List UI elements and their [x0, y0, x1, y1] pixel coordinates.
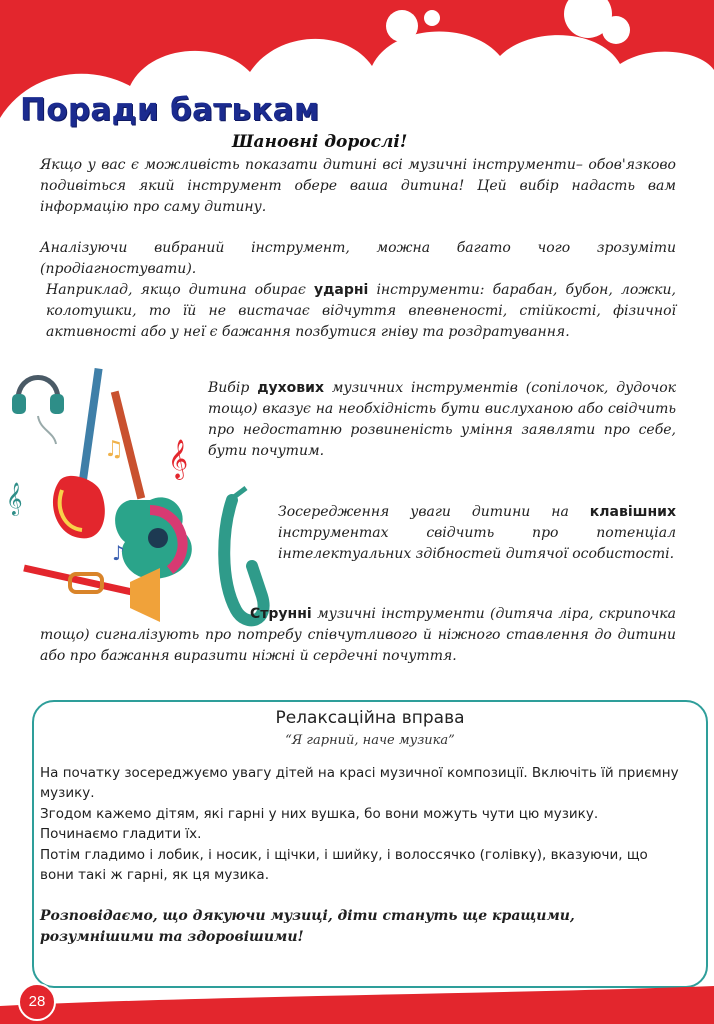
headphones-icon	[12, 378, 64, 445]
exercise-title: Релаксаційна вправа	[275, 708, 465, 728]
intro-paragraph: Якщо у вас є можливість показати дитині всі музичні інструменти– обов'язково подивіться який інструмент обере ваша дитина! Цей вибір надасть вам інформацію про саму дитину.	[40, 157, 676, 215]
exercise-paragraph-2: Згодом кажемо дітям, які гарні у них вушка, бо вони можуть чути цю музику. Починаємо гладити їх.	[40, 806, 599, 842]
strings-text-after: музичні інструменти (дитяча ліра, скрипочка тощо) сигналізують про потребу співчутливого й ніжного ставлення до дитини або про бажання виразити ніжні й сердечні почуття.	[40, 606, 676, 664]
wind-text-before: Вибір	[208, 380, 258, 396]
exercise-subtitle: “Я гарний, наче музика”	[285, 733, 455, 748]
analysis-paragraph: Аналізуючи вибраний інструмент, можна багато чого зрозуміти (продіагностувати).	[40, 240, 676, 277]
keys-text-after: інструментах свідчить про потенціал інтелектуальних здібностей дитячої особистості.	[278, 525, 676, 562]
greeting-heading: Шановні дорослі!	[232, 132, 408, 152]
music-note-icon: ♪	[112, 541, 125, 565]
electric-guitar-icon	[53, 368, 105, 538]
keys-paragraph	[278, 502, 676, 565]
treble-clef-icon: 𝄞	[6, 482, 23, 515]
exercise-paragraph-3: Потім гладимо і лобик, і носик, і щічки, і шийку, і волоссячко (голівку), вказуючи, що вони такі ж гарні, як ця музика.	[40, 847, 648, 883]
footer-red-band	[0, 984, 714, 1024]
saxophone-icon	[224, 488, 263, 620]
wind-paragraph	[208, 378, 676, 462]
music-note-icon: ♫	[104, 437, 124, 462]
percussion-text-before: Наприклад, якщо дитина обирає	[46, 282, 314, 298]
relaxation-exercise-box	[32, 700, 708, 988]
percussion-keyword: ударні	[313, 282, 369, 298]
strings-keyword: Струнні	[250, 606, 312, 622]
keys-keyword: клавішних	[589, 504, 676, 520]
percussion-paragraph	[46, 280, 676, 343]
keys-text-before: Зосередження уваги дитини на	[278, 504, 590, 520]
strings-paragraph	[40, 604, 676, 667]
wind-keyword: духових	[257, 380, 324, 396]
page-title: Поради батькам	[20, 92, 320, 128]
wind-text-after: музичних інструментів (сопілочок, дудочок тощо) вказує на необхідність бути вислуханою або свідчить про недостатню розвиненість уміння заявляти про себе, бути почутим.	[208, 380, 676, 459]
exercise-paragraph-1: На початку зосереджуємо увагу дітей на красі музичної композиції. Включіть їй приємну музику.	[40, 765, 679, 801]
treble-clef-icon: 𝄞	[168, 439, 189, 479]
page-number-badge: 28	[18, 983, 56, 1021]
exercise-conclusion: Розповідаємо, що дякуючи музиці, діти стануть ще кращими, розумнішими та здоровішими!	[40, 908, 575, 945]
percussion-text-after: інструменти: барабан, бубон, ложки, колотушки, то їй не вистачає відчуття впевненості, стійкості, фізичної активності або у неї є бажання позбутися гніву та роздратування.	[46, 282, 676, 340]
